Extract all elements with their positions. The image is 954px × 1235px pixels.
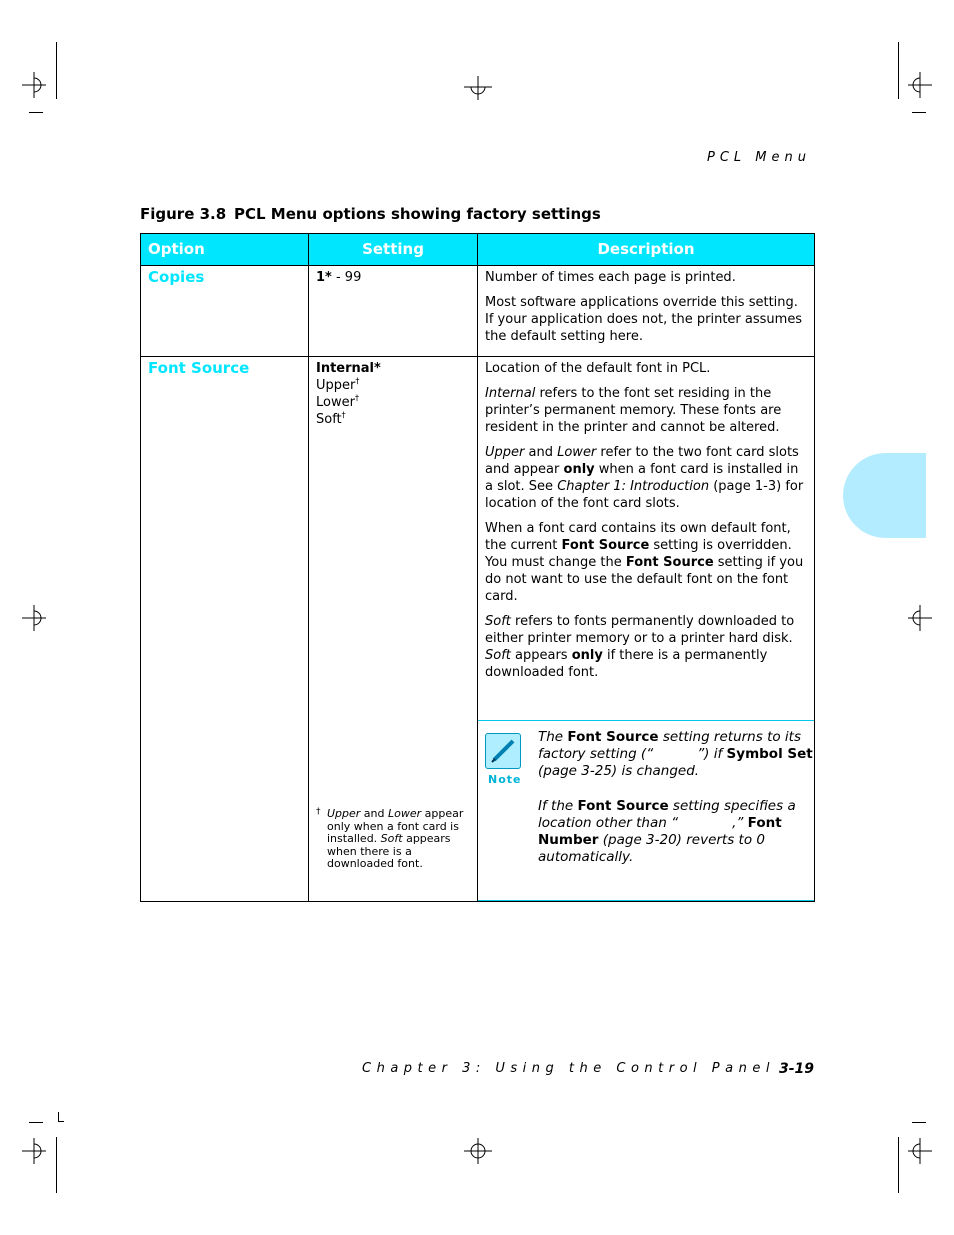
registration-target-mid-left [20,603,50,633]
running-header: PCL Menu [707,150,811,165]
page-number: 3-19 [778,1061,814,1077]
registration-target-bottom-right [904,1136,934,1166]
running-footer: Chapter 3: Using the Control Panel [362,1061,775,1076]
description-font-source: Location of the default font in PCL. Internal refers to the font set residing in the printer’s permanent memory. These fonts are resident in the printer and cannot be altered. Upper and Lower refer to the two font card slots and appear only when a font card is installed in a slot. See Chapter 1: Introduction (page 1-3) for location of the font card slots. When a font card contains its own default font, the current Font Source setting is overridden. You must change the Font Source setting if you do not want to use the default font on the font card. Soft refers to fonts permanently downloaded to either printer memory or to a printer hard disk. Soft appears only if there is a permanently downloaded font. Note The Font Source setting returns to its factory setting (“ ”) if Symbol Set (page 3-25) is changed. If the Font Source setting specifies a location other than “ ,” Font Number (page 3-20) reverts to 0 automatically. [478,357,814,901]
figure-title: PCL Menu options showing factory settings [234,205,601,223]
pcl-menu-table [140,233,815,902]
chapter-thumb-tab [843,453,926,538]
option-copies: Copies [148,268,205,286]
figure-number: Figure 3.8 [140,205,227,223]
registration-target-top-left [20,70,50,100]
table-footnote: † Upper and Lower appear only when a font card is installed. Soft appears when there is a downloaded font. [316,807,464,870]
description-copies: Number of times each page is printed. Most software applications override this setting. If your application does not, the printer assumes the default setting here. [485,270,803,344]
column-header-description: Description [478,234,815,266]
table-header-row [141,234,815,266]
registration-target-bottom-left [20,1136,50,1166]
column-header-setting: Setting [309,234,478,266]
note-label: Note [488,773,522,786]
column-header-option: Option [141,234,309,266]
figure-caption [140,205,601,223]
table-row-font-source [141,357,815,902]
registration-target-top-right [904,70,934,100]
option-font-source: Font Source [148,359,250,377]
registration-target-mid-right [904,603,934,633]
setting-font-source: Internal* Upper† Lower† Soft† [316,361,381,427]
note-box [478,720,814,901]
note-text: The Font Source setting returns to its factory setting (“ ”) if Symbol Set (page 3-25) is changed. If the Font Source setting specifies a location other than “ ,” Font Number (page 3-20) reverts to 0 automatically. [538,729,813,865]
registration-target-bottom-center [462,1136,494,1166]
setting-copies: 1* - 99 [316,270,362,285]
note-pencil-icon [485,733,521,769]
registration-target-top-center [462,72,494,102]
table-row-copies [141,266,815,357]
